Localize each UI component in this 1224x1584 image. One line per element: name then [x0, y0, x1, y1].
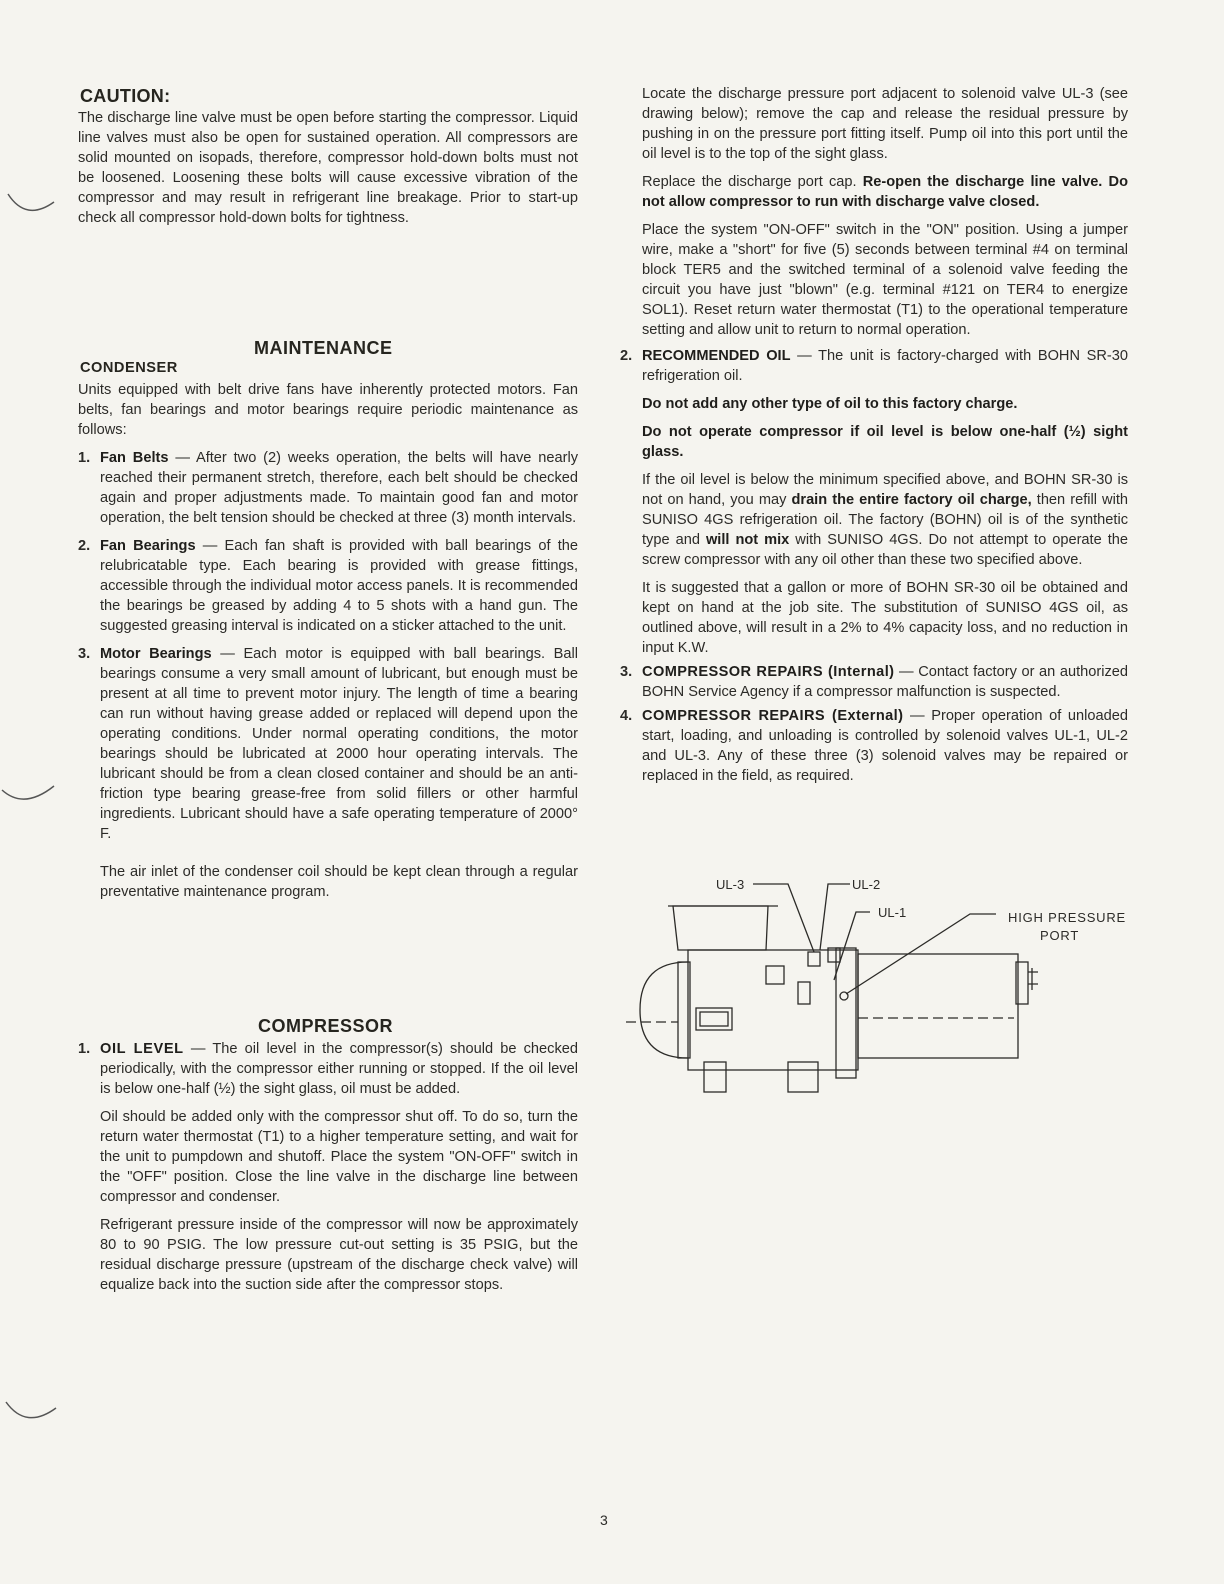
oil-text: then refill with SUNISO 4GS refrigeration oil. The factory (BOHN) oil is of the synthetic type and [642, 492, 1129, 548]
binding-mark [6, 190, 66, 230]
item-title: COMPRESSOR REPAIRS (Internal) [642, 664, 895, 680]
diagram-left-dome [640, 962, 688, 1058]
item-number: 1. [78, 1041, 91, 1057]
air-inlet-block [78, 862, 578, 902]
item-number: 2. [78, 538, 91, 554]
diagram-sight-glass-inner [700, 1012, 728, 1026]
item-title: Motor Bearings [100, 646, 212, 662]
item-number: 3. [78, 646, 91, 662]
compressor-section [78, 1039, 578, 1295]
item-text: — The unit is factory-charged with BOHN SR-30 refrigeration oil. [642, 348, 1128, 384]
condenser-intro: Units equipped with belt drive fans have inherently protected motors. Fan belts, fan bearings and motor bearings require periodic maintenance as follows: [78, 382, 578, 438]
right-column [620, 84, 1128, 786]
diagram-label-ul2: UL-2 [852, 877, 881, 892]
discharge-port-paragraph: Locate the discharge pressure port adjacent to solenoid valve UL-3 (see drawing below); remove the cap and release the residual pressure by pushing in on the pressure port fitting itself. Pump oil into this port until the oil level is to the top of the sight glass. [642, 86, 1128, 162]
binding-mark [4, 1396, 64, 1436]
item-text: — Proper operation of unloaded start, loading, and unloading is controlled by solenoid valves UL-1, UL-2 and UL-3. Any of these three (3) solenoid valves may be repaired or replaced in the field, as required. [642, 708, 1128, 784]
diagram-top-housing [673, 906, 768, 950]
item-title: Fan Bearings [100, 538, 196, 554]
caution-text: The discharge line valve must be open before starting the compressor. Liquid line valves must also be open for sustained operation. All compressors are solid mounted on isopads, therefore, compressor hold-down bolts must not be loosened. Loosening these bolts will cause excessive vibration of the compressor and may result in refrigerant line breakage. Prior to start-up check all compressor hold-down bolts for tightness. [78, 110, 578, 226]
diagram-label-hp2: PORT [1040, 928, 1080, 943]
reopen-valve-warning: Re-open the discharge line valve. Do not allow compressor to run with discharge valve closed. [642, 174, 1128, 210]
oil-text: with SUNISO 4GS. Do not attempt to operate the screw compressor with any oil other than these two specified above. [642, 532, 1128, 568]
diagram-motor-body [858, 954, 1018, 1058]
item-number: 3. [620, 664, 633, 680]
item-number: 1. [78, 450, 91, 466]
diagram-flange [836, 948, 856, 1078]
diagram-leader-ul1 [834, 912, 870, 980]
item-title: COMPRESSOR REPAIRS (External) [642, 708, 904, 724]
diagram-foot-left [704, 1062, 726, 1092]
item-title: RECOMMENDED OIL [642, 348, 791, 364]
page-number: 3 [600, 1512, 608, 1528]
oil-supply-paragraph: It is suggested that a gallon or more of BOHN SR-30 oil be obtained and kept on hand at the job site. The substitution of SUNISO 4GS oil, as outlined above, will result in a 2% to 4% capacity loss, and no reduction in input K.W. [642, 580, 1128, 656]
condenser-heading: CONDENSER [80, 360, 178, 376]
maintenance-item-fan-belts [78, 448, 578, 528]
diagram-solenoid-ul1 [798, 982, 810, 1004]
switch-on-paragraph: Place the system "ON-OFF" switch in the "ON" position. Using a jumper wire, make a "short" for five (5) seconds between terminal #4 on terminal block TER5 and the switched terminal of a solenoid valve feeding the circuit you have just "blown" (e.g. terminal #121 on TER4 to energize SOL1). Reset return water thermostat (T1) to the operational temperature setting and allow unit to return to normal operation. [642, 222, 1128, 338]
item-text: — The oil level in the compressor(s) should be checked periodically, with the compressor either running or stopped. If the oil level is below one-half (½) the sight glass, oil must be added. [100, 1041, 578, 1097]
item-text: — Each fan shaft is provided with ball bearings of the relubricatable type. Each bearing is provided with grease fittings, accessible through the individual motor access panels. It is recommended the bearings be greased by adding 4 to 5 shots with a hand gun. The suggested greasing interval is indicated on a sticker attached to the unit. [100, 538, 579, 634]
repairs-external-item [620, 706, 1128, 786]
item-text: — Each motor is equipped with ball bearings. Ball bearings consume a very small amount of lubricant, but enough must be present at all time to prevent motor injury. The length of time a bearing can run without having grease added or replaced will depend upon the operating conditions. Under normal operating conditions, the motor bearings should be lubricated at 2000 hour operating intervals. The lubricant should be from a clean closed container and should be an anti-friction type bearing grease-free from solid fillers or other harmful ingredients. Lubricant should have a safe operating temperature of 2000° F. [100, 646, 579, 842]
item-number: 4. [620, 708, 633, 724]
maintenance-item-fan-bearings [78, 536, 578, 636]
caution-block [78, 108, 578, 228]
caution-heading: CAUTION: [80, 86, 171, 106]
item-number: 2. [620, 348, 633, 364]
oil-level-paragraph: Refrigerant pressure inside of the compressor will now be approximately 80 to 90 PSIG. The low pressure cut-out setting is 35 PSIG, but the residual discharge pressure (upstream of the discharge check valve) will equalize back into the suction side after the compressor stops. [100, 1217, 578, 1293]
compressor-heading: COMPRESSOR [258, 1016, 394, 1036]
discharge-port-block [620, 84, 1128, 340]
diagram-square-port [766, 966, 784, 984]
diagram-main-body [688, 950, 858, 1070]
diagram-label-ul3: UL-3 [716, 877, 745, 892]
recommended-oil-item [620, 346, 1128, 658]
oil-emphasis: will not mix [705, 532, 790, 548]
diagram-label-hp1: HIGH PRESSURE [1008, 910, 1127, 925]
diagram-leader-ul2 [820, 884, 850, 950]
repairs-internal-item [620, 662, 1128, 702]
diagram-centerline [626, 1018, 1014, 1022]
compressor-diagram [618, 870, 1138, 1110]
replace-cap-text: Replace the discharge port cap. [642, 174, 863, 190]
item-text: — Contact factory or an authorized BOHN Service Agency if a compressor malfunction is suspected. [642, 664, 1129, 700]
oil-emphasis: drain the entire factory oil charge, [791, 492, 1032, 508]
air-inlet-text: The air inlet of the condenser coil should be kept clean through a regular preventative maintenance program. [100, 864, 578, 900]
maintenance-item-motor-bearings [78, 644, 578, 844]
item-text: — After two (2) weeks operation, the belts will have nearly reached their permanent stretch, therefore, each belt should be checked again and proper adjustments made. To maintain good fan and motor operation, the belt tension should be checked at three (3) month intervals. [100, 450, 578, 526]
oil-warning: Do not operate compressor if oil level is below one-half (½) sight glass. [642, 424, 1128, 460]
diagram-label-ul1: UL-1 [878, 905, 907, 920]
item-title: Fan Belts [100, 450, 169, 466]
oil-warning: Do not add any other type of oil to this factory charge. [642, 396, 1018, 412]
oil-level-item [78, 1039, 578, 1295]
diagram-solenoid-ul3 [808, 952, 820, 966]
item-title: OIL LEVEL [100, 1041, 184, 1057]
binding-mark [0, 770, 60, 820]
condenser-section [78, 380, 578, 902]
diagram-foot-right [788, 1062, 818, 1092]
oil-level-paragraph: Oil should be added only with the compressor shut off. To do so, turn the return water thermostat (T1) to a higher temperature setting, and wait for the unit to pumpdown and shutoff. Place the system "ON-OFF" switch in the "OFF" position. Close the line valve in the discharge line between compressor and condenser. [100, 1109, 578, 1205]
diagram-sight-glass [696, 1008, 732, 1030]
maintenance-heading: MAINTENANCE [254, 338, 393, 358]
diagram-end-stub [1028, 968, 1038, 990]
diagram-leader-ul3 [753, 884, 814, 952]
oil-text: If the oil level is below the minimum specified above, and BOHN SR-30 is not on hand, you may [642, 472, 1128, 508]
